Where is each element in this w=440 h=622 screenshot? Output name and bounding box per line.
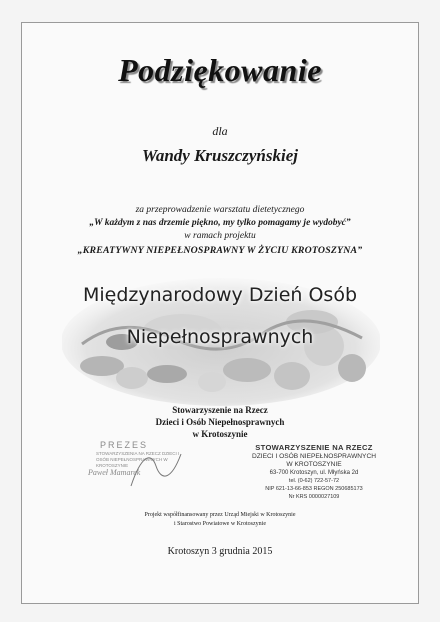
funding-line-2: i Starostwo Powiatowe w Krotoszynie bbox=[174, 521, 266, 527]
certificate-title: Podziękowanie bbox=[118, 52, 322, 88]
organization-line-3: w Krotoszynie bbox=[192, 429, 248, 439]
signatory-name: Paweł Mamarek bbox=[88, 468, 141, 477]
body-line-1: za przeprowadzenie warsztatu dietetycznego bbox=[135, 205, 305, 215]
organization-line-1: Stowarzyszenie na Rzecz bbox=[172, 405, 268, 415]
org-stamp-nip-regon: NIP 621-13-66-853 REGON 250685173 bbox=[265, 486, 363, 492]
for-label: dla bbox=[212, 124, 228, 138]
org-stamp-address: 63-700 Krotoszyn, ul. Młyńska 2d bbox=[269, 470, 359, 476]
org-stamp-line-2: DZIECI I OSÓB NIEPEŁNOSPRAWNYCH bbox=[252, 453, 376, 460]
stamp-subtitle: STOWARZYSZENIA NA RZECZ DZIECI I OSÓB NIEPEŁNOSPRAWNYCH W KROTOSZYNIE bbox=[96, 451, 180, 468]
event-name-line-2: Niepełnosprawnych bbox=[126, 326, 314, 348]
org-stamp-krs: Nr KRS 0000027109 bbox=[288, 494, 340, 500]
president-signature-stamp bbox=[88, 440, 198, 492]
organization-line-2: Dzieci i Osób Niepełnosprawnych bbox=[155, 417, 285, 427]
org-stamp-phone: tel. (0-62) 722-57-72 bbox=[288, 478, 340, 484]
stamp-title: PREZES bbox=[100, 440, 149, 450]
project-name: „KREATYWNY NIEPEŁNOSPRAWNY W ŻYCIU KROTOSZYNA” bbox=[77, 245, 363, 256]
workshop-title: „W każdym z nas drzemie piękno, my tylko pomagamy je wydobyć” bbox=[89, 218, 351, 228]
handwritten-signature-icon bbox=[126, 446, 186, 490]
funding-line-1: Projekt współfinansowany przez Urząd Miejski w Krotoszynie bbox=[144, 512, 296, 518]
issue-date: Krotoszyn 3 grudnia 2015 bbox=[167, 546, 273, 557]
org-stamp-line-1: STOWARZYSZENIE NA RZECZ bbox=[255, 443, 373, 452]
event-name-line-1: Międzynarodowy Dzień Osób bbox=[82, 284, 358, 306]
org-stamp-line-3: W KROTOSZYNIE bbox=[286, 461, 342, 468]
body-line-3: w ramach projektu bbox=[184, 231, 256, 241]
recipient-name: Wandy Kruszczyńskiej bbox=[141, 146, 298, 165]
organization-stamp bbox=[244, 443, 384, 501]
